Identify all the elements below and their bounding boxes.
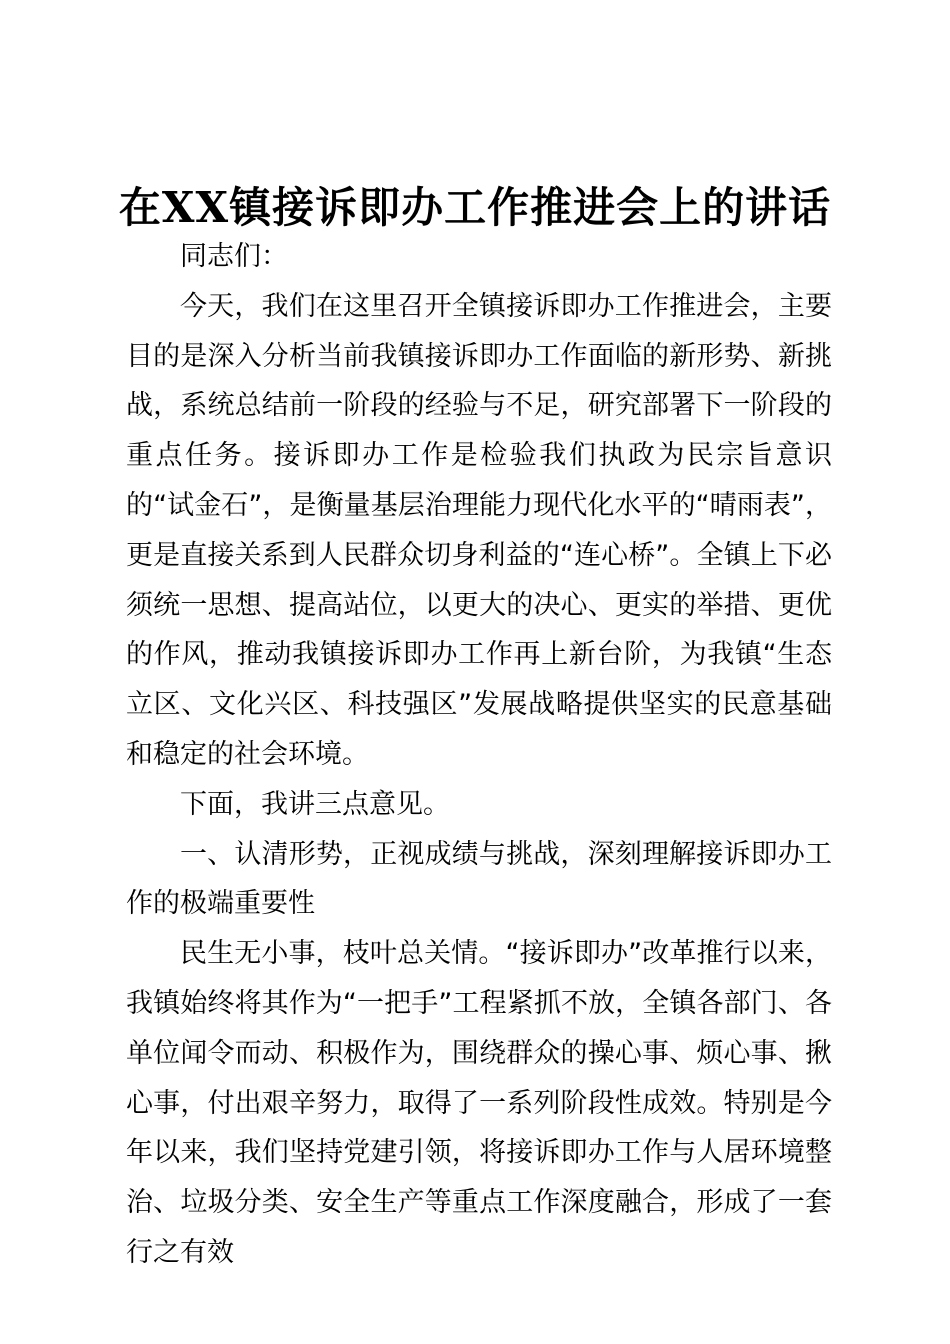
salutation: 同志们：	[180, 241, 288, 272]
section-heading-1: 一、认清形势，正视成绩与挑战，深刻理解接诉即办工作的极端重要性	[126, 838, 832, 920]
paragraph-outline: 下面，我讲三点意见。	[180, 788, 450, 820]
section-1-paragraph: 民生无小事，枝叶总关情。“接诉即办”改革推行以来，我镇始终将其作为“一把手”工程紧抓不放，全镇各部门、各单位闻令而动、积极作为，围绕群众的操心事、烦心事、揪心事，付出艰辛努力，取得了一系列阶段性成效。特别是今年以来，我们坚持党建引领，将接诉即办工作与人居环境整治、垃圾分类、安全生产等重点工作深度融合，形成了一套行之有效	[126, 938, 832, 1268]
paragraph-intro: 今天，我们在这里召开全镇接诉即办工作推进会，主要目的是深入分析当前我镇接诉即办工作面临的新形势、新挑战，系统总结前一阶段的经验与不足，研究部署下一阶段的重点任务。接诉即办工作是检验我们执政为民宗旨意识的“试金石”，是衡量基层治理能力现代化水平的“晴雨表”，更是直接关系到人民群众切身利益的“连心桥”。全镇上下必须统一思想、提高站位，以更大的决心、更实的举措、更优的作风，推动我镇接诉即办工作再上新台阶，为我镇“生态立区、文化兴区、科技强区”发展战略提供坚实的民意基础和稳定的社会环境。	[126, 290, 832, 770]
document-title: 在XX镇接诉即办工作推进会上的讲话	[118, 183, 832, 232]
document-body	[126, 232, 832, 1278]
